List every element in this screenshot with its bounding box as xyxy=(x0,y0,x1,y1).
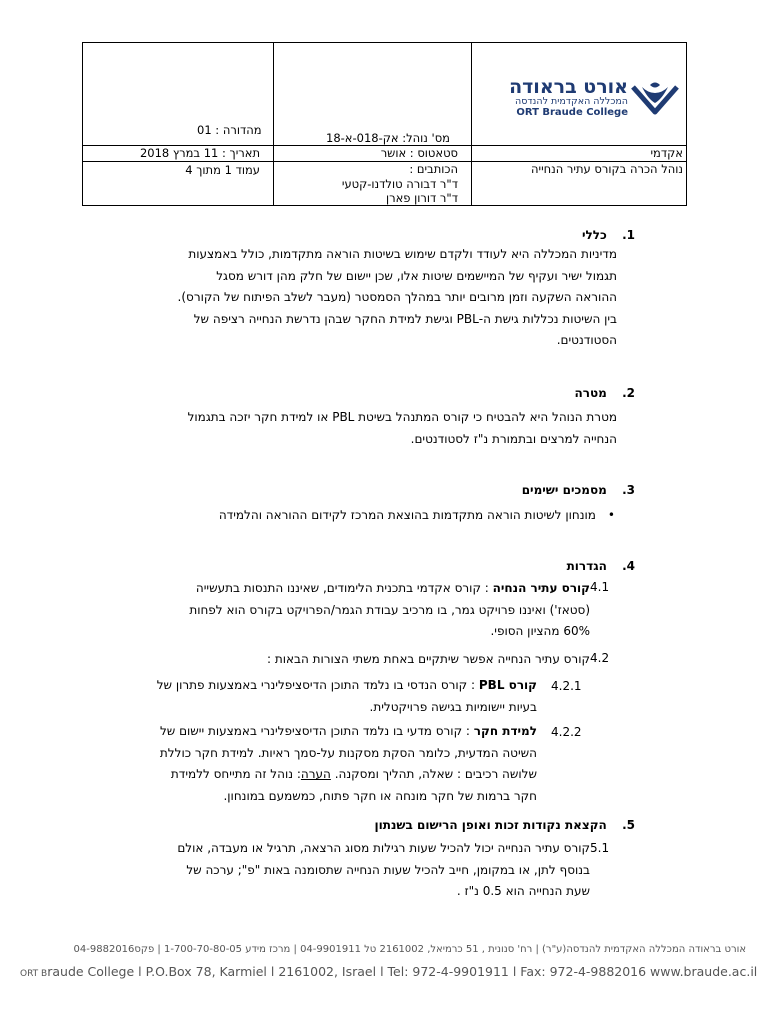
section-title: מסמכים ישימים xyxy=(521,483,607,497)
header-author-2: ד"ר דורון פארן xyxy=(385,191,458,205)
logo-name-he: אורט בראודה xyxy=(509,76,628,98)
section-2-heading xyxy=(575,386,636,400)
section-title: מטרה xyxy=(574,386,607,400)
definition-term: קורס עתיר הנחיה xyxy=(492,581,590,595)
text-line: ההוראה השקעה וזמן מרובים יותר במהלך הסמסטר (מעבר לשלב הפיתוח של הקורס). xyxy=(177,290,617,304)
footer-contact-en-text: raude College l P.O.Box 78, Karmiel l 2161002, Israel l Tel: 972-4-9901911 l Fax: 972-4-9882016 www.braude.ac.il xyxy=(47,964,758,979)
header-authors-label: הכותבים : xyxy=(409,162,458,176)
text-line: הסטודנטים. xyxy=(556,333,617,347)
text-line: בנוסף לתן, או במקומן, חייב להכיל שעות הנחייה שתסומנה באות "פ"; ערכה של xyxy=(186,862,590,877)
section-title: כללי xyxy=(581,228,607,242)
section-1-heading xyxy=(582,228,635,242)
definition-4-1 xyxy=(120,578,590,643)
footer-contact-en xyxy=(20,964,758,979)
bullet-text: מונחון לשיטות הוראה מתקדמות בהוצאת המרכז לקידום ההוראה והלמידה xyxy=(218,508,596,522)
section-number: 5. xyxy=(622,818,635,832)
text-line: תגמול ישיר ועקיף של המיישמים שיטות אלו, שכן יישום של חלק מהן דורש מסגל xyxy=(216,268,617,283)
text-line: השיטה המדעית, כלומר הסקת מסקנות על-סמך ראיות. למידת חקר כוללת xyxy=(159,745,537,760)
rule-5-1 xyxy=(120,838,590,903)
text-line: חקר ברמות של חקר מונחה או חקר פתוח, כמשמעם במונחון. xyxy=(223,788,537,803)
section-2-body xyxy=(97,407,617,450)
section-number: 4. xyxy=(622,559,635,573)
section-number: 1. xyxy=(622,228,635,242)
header-procedure-title: נוהל הכרה בקורס עתיר הנחייה xyxy=(530,162,683,176)
definition-4-2-1 xyxy=(117,675,537,718)
section-number: 2. xyxy=(622,386,635,400)
section-1-body xyxy=(97,244,617,352)
definition-term: למידת חקר xyxy=(473,724,537,738)
text-line: : קורס אקדמי בתכנית הלימודים, שאיננו התנסות בתעשייה xyxy=(195,581,489,595)
definition-4-2-2 xyxy=(107,721,537,807)
text-line: מדיניות המכללה היא לעודד ולקדם שימוש בשיטות הוראה מתקדמות, כולל באמצעות xyxy=(188,247,617,261)
logo-subtitle-he: המכללה האקדמית להנדסה xyxy=(515,96,628,107)
college-logo xyxy=(500,77,680,119)
text-line: מטרת הנוהל היא להבטיח כי קורס המתנהל בשיטת PBL או למידת חקר יזכה בתגמול xyxy=(187,410,617,424)
section-4-heading xyxy=(567,559,635,573)
text-line: 60% מהציון הסופי. xyxy=(490,624,590,638)
bullet-icon: • xyxy=(607,508,615,522)
definition-4-2: קורס עתיר הנחייה אפשר שיתקיים באחת משתי הצורות הבאות : xyxy=(267,652,590,666)
header-procedure-number: מס' נוהל: אק-018-א-18 xyxy=(326,131,450,145)
section-3-heading xyxy=(522,483,635,497)
header-author-1: ד"ר דבורה טולדנו-קטעי xyxy=(341,177,458,191)
footer-ort-prefix: ORT B xyxy=(20,969,48,979)
header-page-count: עמוד 1 מתוך 4 xyxy=(185,163,260,177)
text-line: קורס עתיר הנחייה יכול להכיל שעות רגילות מסוג הרצאה, תרגיל או מעבדה, אולם xyxy=(177,841,590,855)
text-line: : קורס מדעי בו נלמד התוכן הדיסציפלינרי באמצעות יישום של xyxy=(159,724,470,738)
text-line: בעיות יישומיות בגישה פרויקטלית. xyxy=(369,699,537,714)
text-line: : קורס הנדסי בו נלמד התוכן הדיסציפלינרי באמצעות פתרון של xyxy=(156,678,476,692)
definition-4-2-number: 4.2 xyxy=(590,651,610,665)
text-line: שלושה רכיבים : שאלה, תהליך ומסקנה. xyxy=(334,767,537,781)
text-line: (סטאז') ואיננו פרויקט גמר, בו מרכיב עבודת הגמר/הפרויקט בקורס הוא לפחות xyxy=(189,602,590,617)
definition-4-2-2-number: 4.2.2 xyxy=(551,725,582,739)
text-line: : נוהל זה מתייחס ללמידת xyxy=(170,767,301,781)
text-line: בין השיטות נכללות גישת ה-PBL וגישת למידת החקר שבהן נדרשת הנחייה רציפה של xyxy=(193,311,617,326)
crown-lotus-logo-icon xyxy=(630,79,680,115)
header-date: תאריך : 11 במרץ 2018 xyxy=(139,146,260,160)
note-label: הערה xyxy=(300,767,331,781)
section-number: 3. xyxy=(622,483,635,497)
section-title: הגדרות xyxy=(566,559,607,573)
section-title: הקצאת נקודות זכות ואופן הרישום בשנתון xyxy=(374,818,607,832)
definition-4-2-1-number: 4.2.1 xyxy=(551,679,582,693)
logo-name-en: ORT Braude College xyxy=(516,107,628,118)
footer-contact-he: אורט בראודה המכללה האקדמית להנדסה(ע"ר) | רח' סנונית , 51 כרמיאל, 2161002 טל 04-9901911 | מרכז מידע 1-700-70-80-05 | פקס04-9882016 xyxy=(73,944,746,955)
text-line: שעת הנחייה הוא 0.5 נ"ז . xyxy=(456,884,590,898)
header-category: אקדמי xyxy=(650,146,683,160)
header-edition: מהדורה : 01 xyxy=(197,123,262,137)
rule-5-1-number: 5.1 xyxy=(590,841,610,855)
section-3-bullet-item xyxy=(219,505,615,527)
definition-term: קורס PBL xyxy=(478,678,537,692)
text-line: הנחייה למרצים ובתמורת נ"ז לסטודנטים. xyxy=(410,431,617,446)
section-5-heading xyxy=(375,818,635,832)
definition-4-1-number: 4.1 xyxy=(590,580,610,594)
header-status: סטאטוס : אושר xyxy=(380,146,458,160)
